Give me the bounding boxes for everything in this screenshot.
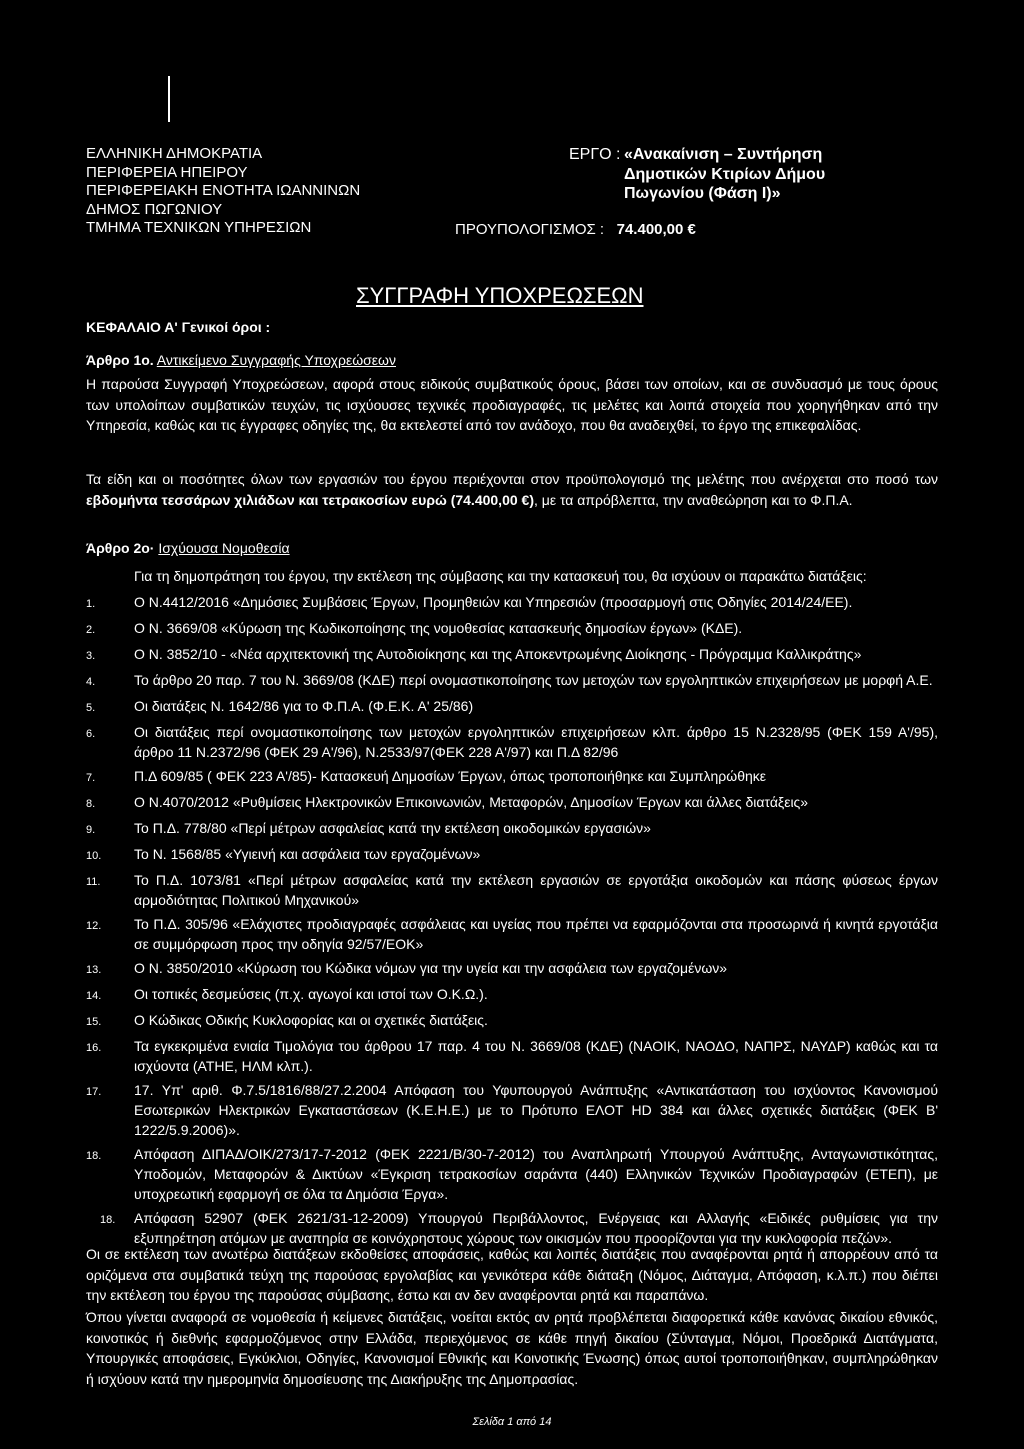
page-number: Σελίδα 1 από 14 [472,1416,552,1428]
list-item [86,1080,938,1140]
item-text: Ο Ν. 3852/10 - «Νέα αρχιτεκτονική της Αυτοδιοίκησης και της Αποκεντρωμένης Διοίκησης - Πρόγραμμα Καλλικράτης» [134,646,862,662]
authority-line: ΕΛΛΗΝΙΚΗ ΔΗΜΟΚΡΑΤΙΑ [86,145,263,162]
list-item [100,1208,938,1248]
project-label: ΕΡΓΟ : [569,146,621,163]
list-item [86,722,938,762]
item-text: Ο Ν.4070/2012 «Ρυθμίσεις Ηλεκτρονικών Επικοινωνιών, Μεταφορών, Δημοσίων Έργων και άλλες διατάξεις» [134,794,809,810]
article2-intro: Για τη δημοπράτηση του έργου, την εκτέλεση της σύμβασης και την κατασκευή του, θα ισχύουν οι παρακάτω διατάξεις: [134,568,867,584]
item-number: 2. [86,624,96,636]
item-text: Ο Ν. 3669/08 «Κύρωση της Κωδικοποίησης της νομοθεσίας κατασκευής δημοσίων έργων» (ΚΔΕ). [134,620,743,636]
project-line: «Ανακαίνιση – Συντήρηση [624,146,823,163]
item-text: Απόφαση 52907 (ΦΕΚ 2621/31-12-2009) Υπουργού Περιβάλλοντος, Ενέργειας και Αλλαγής «Ειδικές ρυθμίσεις για την εξυπηρέτηση ατόμων με αναπηρία σε κοινόχρηστους χώρους των οικισμών που προορίζονται για την κυκλοφορία πεζών». [134,1210,938,1246]
article1-paragraph2 [86,469,938,510]
article2-title: Ισχύουσα Νομοθεσία [158,540,290,556]
article1-label: Άρθρο 1ο. [86,352,154,368]
article1-paragraph1: Η παρούσα Συγγραφή Υποχρεώσεων, αφορά στους ειδικούς συμβατικούς όρους, βάσει των οποίων, και σε συνδυασμό με τους όρους των υπολοίπων συμβατικών τευχών, τις ισχύουσες τεχνικές προδιαγραφές, τις μελέτες και λοιπά στοιχεία που χορηγήθηκαν από την Υπηρεσία, καθώς και τις έγγραφες οδηγίες της, θα εκτελεστεί από τον ανάδοχο, που θα αναδειχθεί, το έργο της επικεφαλίδας. [86,376,938,433]
budget-line [455,221,696,238]
article1-p2-end: , με τα απρόβλεπτα, την αναθεώρηση και το Φ.Π.Α. [533,491,853,508]
list-item [86,696,938,718]
item-text: Απόφαση ΔΙΠΑΔ/ΟΙΚ/273/17-7-2012 (ΦΕΚ 2221/Β/30-7-2012) του Αναπληρωτή Υπουργού Ανάπτυξης, Ανταγωνιστικότητας, Υποδομών, Μεταφορών & Δικτύων «Έγκριση τετρακοσίων σαράντα (440) Ελληνικών Τεχνικών Προδιαγραφών (ΕΤΕΠ), με υποχρεωτική εφαρμογή σε όλα τα Δημόσια Έργα». [134,1146,938,1202]
closing-paragraph1: Οι σε εκτέλεση των ανωτέρω διατάξεων εκδοθείσες αποφάσεις, καθώς και λοιπές διατάξεις που αναφέρονται ρητά ή απορρέουν από τα οριζόμενα στα συμβατικά τεύχη της παρούσας εργολαβίας και γενικότερα κάθε διάταξη (Νόμος, Διάταγμα, Απόφαση, κ.λ.π.) που διέπει την εκτέλεση του έργου της παρούσας σύμβασης, έστω και αν δεν αναφέρονται ρητά και παραπάνω. [86,1246,938,1303]
item-text: Οι τοπικές δεσμεύσεις (π.χ. αγωγοί και ιστοί των Ο.Κ.Ω.). [134,986,488,1002]
item-text: Ο Κώδικας Οδικής Κυκλοφορίας και οι σχετικές διατάξεις. [134,1012,488,1028]
budget-value: 74.400,00 € [616,221,696,238]
list-item [86,670,938,692]
item-number: 18. [100,1214,116,1226]
list-item [86,870,938,910]
article1-title: Αντικείμενο Συγγραφής Υποχρεώσεων [156,352,396,368]
authority-line: ΤΜΗΜΑ ΤΕΧΝΙΚΩΝ ΥΠΗΡΕΣΙΩΝ [86,219,312,236]
item-number: 14. [86,990,102,1002]
project-block [569,145,825,204]
list-item [86,984,938,1006]
item-text: Το άρθρο 20 παρ. 7 του Ν. 3669/08 (ΚΔΕ) περί ονομαστικοποίησης των μετοχών των εργοληπτικών επιχειρήσεων με μορφή Α.Ε. [134,672,933,688]
project-line: Πωγωνίου (Φάση Ι)» [624,185,781,202]
list-item [86,792,938,814]
item-text: Ο Ν. 3850/2010 «Κύρωση του Κώδικα νόμων για την υγεία και την ασφάλεια των εργαζομένων» [134,960,728,976]
vertical-mark [168,76,170,122]
article2-heading [86,540,290,556]
item-text: Ο Ν.4412/2016 «Δημόσιες Συμβάσεις Έργων, Προμηθειών και Υπηρεσιών (προσαρμογή στις Οδηγίες 2014/24/ΕΕ). [134,594,853,610]
item-number: 6. [86,728,96,740]
item-text: Το Π.Δ. 305/96 «Ελάχιστες προδιαγραφές ασφάλειας και υγείας που πρέπει να εφαρμόζονται στα προσωρινά ή κινητά εργοτάξια σε συμμόρφωση προς την οδηγία 92/57/ΕΟΚ» [134,916,938,952]
legislation-list [86,592,938,1248]
list-item [86,1144,938,1204]
authority-line: ΠΕΡΙΦΕΡΕΙΑΚΗ ΕΝΟΤΗΤΑ ΙΩΑΝΝΙΝΩΝ [86,182,361,199]
list-item [86,844,938,866]
authority-line: ΔΗΜΟΣ ΠΩΓΩΝΙΟΥ [86,200,223,218]
list-item [86,818,938,840]
list-item [86,766,938,788]
item-text: Το Ν. 1568/85 «Υγιεινή και ασφάλεια των εργαζομένων» [134,846,481,862]
item-text: 17. Υπ' αριθ. Φ.7.5/1816/88/27.2.2004 Απόφαση του Υφυπουργού Ανάπτυξης «Αντικατάσταση του ισχύοντος Κανονισμού Εσωτερικών Ηλεκτρικών Εγκαταστάσεων (Κ.Ε.Η.Ε.) με το Πρότυπο ΕΛΟΤ HD 384 και άλλες σχετικές διατάξεις (ΦΕΚ Β' 1222/5.9.2006)». [134,1082,938,1138]
item-number: 13. [86,964,102,976]
list-item [86,1036,938,1076]
item-number: 17. [86,1086,102,1098]
item-number: 5. [86,702,96,714]
item-number: 8. [86,798,96,810]
document-title: ΣΥΓΓΡΑΦΗ ΥΠΟΧΡΕΩΣΕΩΝ [356,283,644,308]
authority-line: ΠΕΡΙΦΕΡΕΙΑ ΗΠΕΙΡΟΥ [86,163,248,181]
item-number: 7. [86,772,96,784]
article2-label: Άρθρο 2ο· [86,540,155,556]
item-text: Οι διατάξεις περί ονομαστικοποίησης των μετοχών εργοληπτικών επιχειρήσεων κλπ. άρθρο 15 Ν.2328/95 (ΦΕΚ 159 Α'/95), άρθρο 11 Ν.2372/96 (ΦΕΚ 29 Α'/96), Ν.2533/97(ΦΕΚ 228 Α'/97) και Π.Δ 82/96 [134,724,938,760]
article1-heading [86,352,396,368]
item-number: 18. [86,1150,102,1162]
authority-block [86,145,360,238]
list-item [86,592,938,614]
item-number: 16. [86,1042,102,1054]
item-text: Το Π.Δ. 1073/81 «Περί μέτρων ασφαλείας κατά την εκτέλεση εργασιών σε εργοτάξια οικοδομών και πάσης φύσεως έργων αρμοδιότητας Πολιτικού Μηχανικού» [134,872,938,908]
item-number: 3. [86,650,96,662]
list-item [86,644,938,666]
item-number: 12. [86,920,102,932]
item-text: Τα εγκεκριμένα ενιαία Τιμολόγια του άρθρου 17 παρ. 4 του Ν. 3669/08 (ΚΔΕ) (ΝΑΟΙΚ, ΝΑΟΔΟ, ΝΑΠΡΣ, ΝΑΥΔΡ) καθώς και τα ισχύοντα (ΑΤΗΕ, ΗΛΜ κλπ.). [134,1038,938,1074]
item-text: Οι διατάξεις Ν. 1642/86 για το Φ.Π.Α. (Φ.Ε.Κ. Α' 25/86) [134,698,474,714]
budget-label: ΠΡΟΥΠΟΛΟΓΙΣΜΟΣ : [455,221,605,238]
item-number: 15. [86,1016,102,1028]
item-text: Το Π.Δ. 778/80 «Περί μέτρων ασφαλείας κατά την εκτέλεση οικοδομικών εργασιών» [134,820,651,836]
item-text: Π.Δ 609/85 ( ΦΕΚ 223 Α'/85)- Κατασκευή Δημοσίων Έργων, όπως τροποποιήθηκε και Συμπληρώθηκε [134,768,767,784]
chapter-heading: ΚΕΦΑΛΑΙΟ Α' Γενικοί όροι : [86,319,271,335]
item-number: 11. [86,876,101,888]
item-number: 1. [86,598,96,610]
list-item [86,914,938,954]
list-item [86,618,938,640]
closing-paragraph2: Όπου γίνεται αναφορά σε νομοθεσία ή κείμενες διατάξεις, νοείται εκτός αν ρητά προβλέπεται διαφορετικά κάθε κανόνας δικαίου εθνικός, κοινοτικός ή διεθνής εφαρμοζόμενος στην Ελλάδα, περιεχόμενος σε κάθε πηγή δικαίου (Σύνταγμα, Νόμοι, Προεδρικά Διατάγματα, Υπουργικές αποφάσεις, Εγκύκλιοι, Οδηγίες, Κανονισμοί Εθνικής και Κοινοτικής Ένωσης) όπως αυτοί τροποποιήθηκαν, συμπληρώθηκαν ή ισχύουν κατά την ημερομηνία δημοσίευσης της Διακήρυξης της Δημοπρασίας. [86,1309,938,1387]
list-item [86,1010,938,1032]
item-number: 9. [86,824,96,836]
project-line: Δημοτικών Κτιρίων Δήμου [624,165,826,183]
item-number: 10. [86,850,102,862]
article1-p2-start: Τα είδη και οι ποσότητες όλων των εργασιών του έργου περιέχονται στον προϋπολογισμό της μελέτης που ανέρχεται στο ποσό των [86,471,938,487]
list-item [86,958,938,980]
article1-p2-amount: εβδομήντα τεσσάρων χιλιάδων και τετρακοσίων ευρώ (74.400,00 €) [86,491,534,508]
item-number: 4. [86,676,96,688]
